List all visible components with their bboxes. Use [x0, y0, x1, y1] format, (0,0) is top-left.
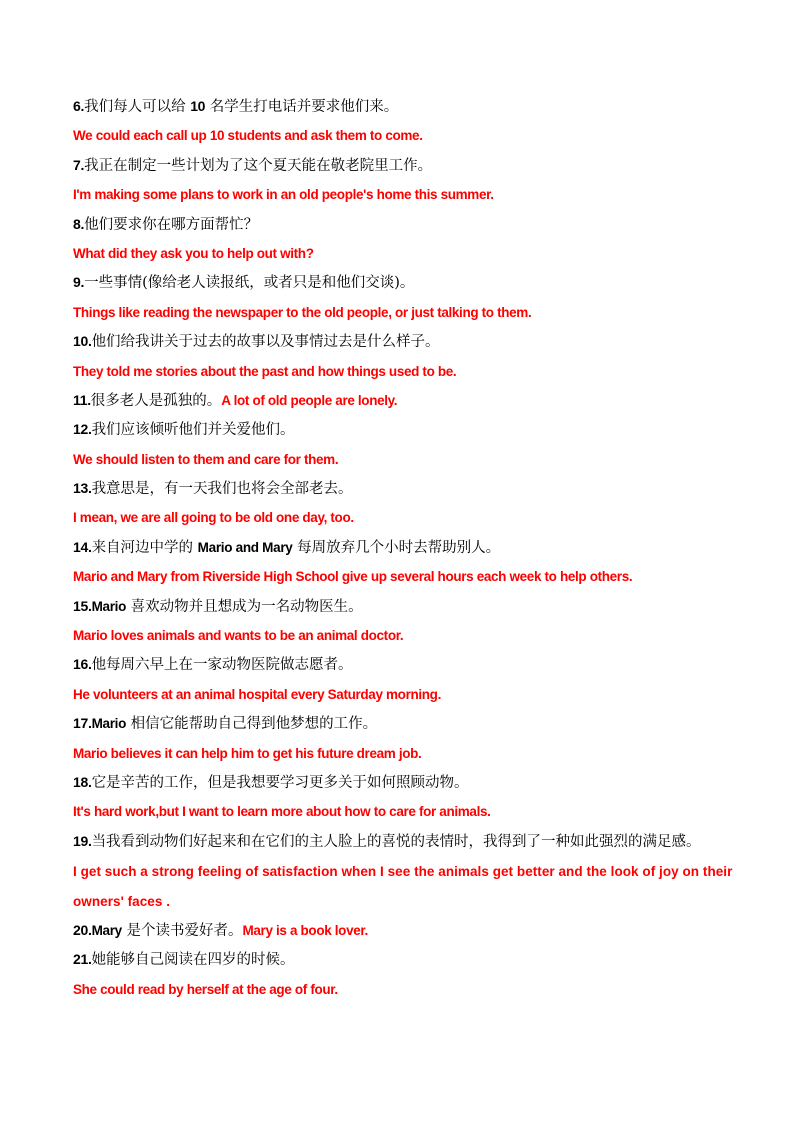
item-9-english: Things like reading the newspaper to the old people, or just talking to them. — [73, 304, 532, 320]
item-12-chinese — [73, 415, 733, 444]
item-15-chinese — [73, 592, 733, 621]
chinese-text: 一些事情(像给老人读报纸，或者只是和他们交谈)。 — [84, 275, 415, 292]
item-8-chinese — [73, 210, 733, 239]
english-text: A lot of old people are lonely. — [221, 392, 398, 408]
item-21-chinese — [73, 945, 733, 974]
chinese-text: 她能够自己阅读在四岁的时候。 — [91, 952, 295, 969]
item-number: 11. — [73, 391, 91, 408]
item-15-english: Mario loves animals and wants to be an animal doctor. — [73, 628, 404, 644]
chinese-text-cont: 名学生打电话并要求他们来。 — [205, 99, 399, 115]
name-tag: Mario — [91, 598, 127, 614]
item-number: 16. — [73, 656, 92, 673]
item-17-chinese — [73, 709, 733, 738]
item-16-chinese — [73, 650, 733, 679]
item-13-english: I mean, we are all going to be old one day, too. — [73, 510, 354, 526]
item-11 — [73, 386, 733, 415]
item-10-chinese — [73, 327, 733, 356]
item-number: 21. — [73, 951, 92, 968]
item-20 — [73, 916, 733, 945]
item-19-english: I get such a strong feeling of satisfaction when I see the animals get better and the look of joy on their owners' faces . — [73, 864, 733, 909]
document-page — [73, 92, 733, 1004]
item-6-english: We could each call up 10 students and ask them to come. — [73, 128, 423, 144]
item-number: 14. — [73, 538, 92, 555]
chinese-text: 它是辛苦的工作，但是我想要学习更多关于如何照顾动物。 — [91, 774, 469, 791]
item-10-english: They told me stories about the past and how things used to be. — [73, 363, 457, 379]
item-number: 12. — [73, 421, 92, 438]
chinese-text: 我正在制定一些计划为了这个夏天能在敬老院里工作。 — [84, 157, 433, 174]
item-8-english: What did they ask you to help out with? — [73, 245, 314, 261]
item-number: 15. — [73, 597, 92, 614]
chinese-text-cont: 每周放弃几个小时去帮助别人。 — [292, 539, 501, 556]
chinese-text: 很多老人是孤独的。 — [90, 392, 222, 409]
item-number: 13. — [73, 480, 92, 497]
inline-number: 10 — [190, 98, 206, 114]
item-number: 6. — [73, 98, 85, 114]
item-12-english: We should listen to them and care for them. — [73, 451, 339, 467]
item-number: 17. — [73, 715, 92, 732]
chinese-text: 他们给我讲关于过去的故事以及事情过去是什么样子。 — [91, 334, 440, 351]
english-text: Mary is a book lover. — [242, 922, 368, 938]
chinese-text: 是个读书爱好者。 — [121, 922, 243, 939]
item-18-chinese — [73, 768, 733, 797]
chinese-text: 我意思是，有一天我们也将会全部老去。 — [91, 481, 353, 498]
chinese-text: 相信它能帮助自己得到他梦想的工作。 — [126, 716, 378, 733]
chinese-text: 我们每人可以给 — [84, 99, 191, 115]
item-21-english: She could read by herself at the age of four. — [73, 981, 338, 997]
chinese-text: 他每周六早上在一家动物医院做志愿者。 — [91, 657, 353, 674]
item-14-english: Mario and Mary from Riverside High School give up several hours each week to help others. — [73, 569, 633, 585]
item-9-chinese — [73, 268, 733, 297]
item-number: 18. — [73, 773, 92, 790]
item-17-english: Mario believes it can help him to get his future dream job. — [73, 745, 422, 761]
item-number: 9. — [73, 274, 85, 291]
item-number: 7. — [73, 156, 85, 173]
name-tag: Mario and Mary — [197, 539, 293, 555]
item-number: 8. — [73, 215, 85, 232]
name-tag: Mario — [91, 716, 127, 732]
item-18-english: It's hard work,but I want to learn more about how to care for animals. — [73, 804, 491, 820]
item-number: 20. — [73, 921, 92, 938]
item-6-chinese — [73, 92, 733, 121]
chinese-text: 我们应该倾听他们并关爱他们。 — [91, 422, 295, 439]
item-13-chinese — [73, 474, 733, 503]
item-7-chinese — [73, 151, 733, 180]
item-7-english: I'm making some plans to work in an old people's home this summer. — [73, 187, 494, 203]
chinese-text: 当我看到动物们好起来和在它们的主人脸上的喜悦的表情时，我得到了一种如此强烈的满足感。 — [91, 833, 701, 850]
item-16-english: He volunteers at an animal hospital every Saturday morning. — [73, 686, 441, 702]
chinese-text: 喜欢动物并且想成为一名动物医生。 — [126, 598, 363, 615]
chinese-text: 来自河边中学的 — [91, 539, 198, 556]
name-tag: Mary — [91, 922, 122, 938]
chinese-text: 他们要求你在哪方面帮忙？ — [84, 216, 259, 233]
item-number: 19. — [73, 832, 92, 849]
item-14-chinese — [73, 533, 733, 562]
item-number: 10. — [73, 333, 92, 350]
item-19-chinese — [73, 827, 733, 857]
